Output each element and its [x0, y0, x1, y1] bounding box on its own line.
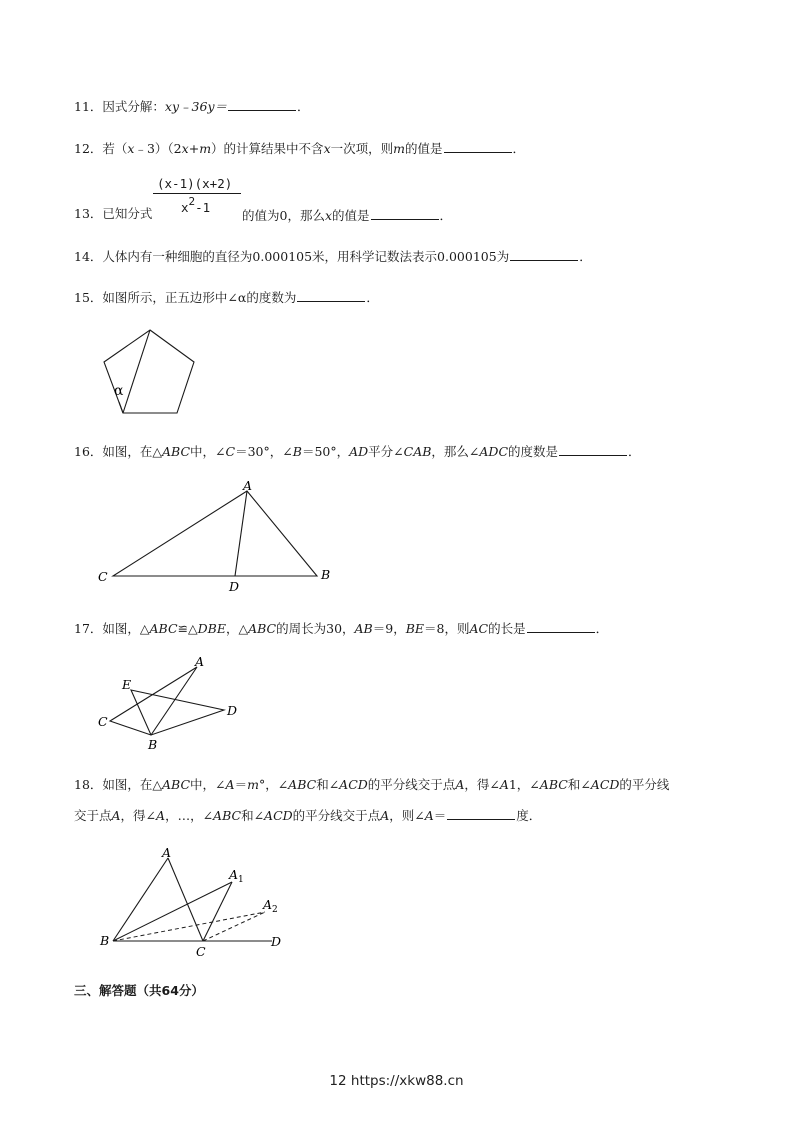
text-segment: ，得∠: [464, 777, 500, 792]
question-text: 如图所示，正五边形中∠α的度数为: [102, 290, 297, 305]
label-a1: A: [229, 867, 239, 882]
label-c: C: [98, 569, 108, 584]
text-segment: 的平分线交于点: [292, 808, 381, 823]
page-footer: 12 https://xkw88.cn: [329, 1073, 464, 1089]
triangle-name: ABC: [248, 621, 277, 636]
angle-name: ABC: [288, 777, 317, 792]
text-segment: 的周长为30，: [276, 621, 355, 636]
question-15: [74, 288, 379, 306]
triangle-abc: [113, 491, 317, 576]
segment-ad: [235, 491, 247, 576]
point-name: B: [292, 444, 302, 459]
label-b: B: [100, 933, 110, 948]
triangle-name: ABC: [162, 777, 191, 792]
den-x: x: [181, 200, 189, 215]
question-number: 11．: [74, 99, 103, 114]
segment-name: BE: [405, 621, 425, 636]
angle-name: CAB: [403, 444, 432, 459]
triangle-name: DBE: [197, 621, 226, 636]
label-alpha: α: [114, 383, 124, 399]
text-segment: °，∠: [258, 777, 289, 792]
text-segment: +: [188, 141, 200, 156]
var-x: x: [323, 141, 331, 156]
label-a2-subscript: 2: [272, 905, 278, 915]
segment-ca2-dashed: [203, 912, 265, 941]
den-rest: -1: [195, 200, 211, 215]
text-segment: ﹣3）（2: [134, 141, 182, 156]
expression: xy﹣36y＝: [164, 99, 228, 114]
var-x: x: [324, 208, 333, 223]
question-14: [74, 247, 592, 265]
question-12: [74, 139, 525, 157]
text-segment: ，那么∠: [431, 444, 480, 459]
text-segment: ，…，∠: [165, 808, 214, 823]
question-text: 因式分解：: [102, 99, 165, 114]
var-m: m: [393, 141, 405, 156]
congruent-triangles-figure: [90, 650, 250, 755]
question-13-continued: [242, 206, 452, 224]
diagonal-line: [119, 402, 123, 413]
question-11: [74, 97, 310, 115]
fraction: [153, 176, 243, 216]
section-heading: 三、解答题（共64分）: [74, 983, 204, 998]
text-segment: ≌△: [177, 621, 198, 636]
answer-blank[interactable]: [228, 97, 296, 111]
text-segment: 中，∠: [190, 777, 226, 792]
question-number: 17．: [74, 621, 103, 636]
period: ．: [297, 99, 310, 114]
angle-name: ADC: [479, 444, 509, 459]
text-segment: ）的计算结果中不含: [211, 141, 324, 156]
question-text: 已知分式: [102, 206, 153, 221]
angle-bisector-figure: [95, 842, 295, 960]
answer-blank[interactable]: [559, 442, 627, 456]
text-segment: 的值为0，那么: [242, 208, 325, 223]
label-a: A: [195, 654, 205, 669]
period: ．: [579, 249, 592, 264]
point-name: A: [424, 808, 434, 823]
text-segment: ，则∠: [389, 808, 425, 823]
label-b: B: [321, 567, 331, 582]
var-m: m: [247, 777, 259, 792]
segment-ba: [113, 858, 168, 941]
segment-name: AB: [354, 621, 373, 636]
angle-name: ABC: [539, 777, 568, 792]
fraction-denominator: [181, 195, 211, 216]
label-a2: A: [263, 897, 273, 912]
text-segment: 一次项，则: [330, 141, 394, 156]
question-number: 13．: [74, 206, 103, 221]
text-segment: ，△: [225, 621, 249, 636]
text-segment: 如图，△: [102, 621, 150, 636]
pentagon: [104, 330, 194, 413]
text-segment: 如图，在△: [102, 444, 163, 459]
question-number: 16．: [74, 444, 103, 459]
segment-ba1: [113, 882, 232, 941]
question-number: 18．: [74, 777, 103, 792]
text-segment: 的长是: [488, 621, 526, 636]
segment-name: AD: [349, 444, 369, 459]
text-segment: ＝30°，∠: [235, 444, 293, 459]
text-segment: 和∠: [241, 808, 265, 823]
segment-ca1: [203, 882, 232, 941]
text-segment: 中，∠: [190, 444, 226, 459]
var-x: x: [181, 141, 189, 156]
text-segment: 交于点: [74, 808, 112, 823]
angle-name: ACD: [590, 777, 620, 792]
text-segment: 和∠: [567, 777, 591, 792]
triangle-adc-figure: [90, 474, 340, 596]
label-a: A: [162, 845, 172, 860]
text-segment: 平分∠: [368, 444, 404, 459]
text-segment: ，得∠: [120, 808, 157, 823]
label-d: D: [229, 579, 240, 594]
text-segment: 的平分线: [619, 777, 670, 792]
question-number: 14．: [74, 249, 103, 264]
text-segment: ＝: [433, 808, 447, 823]
segment-ba2-dashed: [113, 912, 265, 941]
question-16: [74, 442, 641, 460]
label-d: D: [227, 703, 238, 718]
fraction-numerator: (x-1)(x+2): [157, 176, 233, 191]
period: ．: [439, 208, 453, 223]
question-18-line-1: [74, 777, 669, 793]
question-number: 12．: [74, 141, 103, 156]
triangle-name: ABC: [162, 444, 191, 459]
text-segment: 如图，在△: [102, 777, 163, 792]
diagonal-line: [123, 330, 150, 413]
answer-blank[interactable]: [444, 139, 512, 153]
question-text: 人体内有一种细胞的直径为0.000105米，用科学记数法表示0.000105为: [102, 249, 510, 264]
period: ．: [595, 621, 609, 636]
text-segment: 若（: [102, 141, 128, 156]
text-segment: 的平分线交于点: [367, 777, 456, 792]
point-name: A: [225, 777, 235, 792]
label-b: B: [148, 737, 158, 752]
label-c: C: [98, 714, 108, 729]
label-a1-subscript: 1: [238, 875, 244, 885]
fraction-bar: [153, 193, 241, 194]
text-segment: 和∠: [316, 777, 340, 792]
question-number: 15．: [74, 290, 103, 305]
answer-blank[interactable]: [297, 288, 365, 302]
answer-blank[interactable]: [527, 619, 595, 633]
label-c: C: [196, 944, 206, 959]
answer-blank[interactable]: [510, 247, 578, 261]
text-segment: ＝8，则: [424, 621, 470, 636]
point-name: A: [455, 777, 465, 792]
period: ．: [512, 141, 526, 156]
angle-name: ACD: [339, 777, 368, 792]
text-segment: 的值是: [332, 208, 370, 223]
var-m: m: [199, 141, 212, 156]
answer-blank[interactable]: [447, 806, 515, 820]
text-segment: ＝9，: [372, 621, 406, 636]
angle-name: ABC: [213, 808, 242, 823]
point-name: A: [156, 808, 166, 823]
label-e: E: [122, 677, 132, 692]
text-segment: ＝: [234, 777, 248, 792]
question-18-line-2: [74, 806, 541, 824]
text-segment: 的度数是: [508, 444, 559, 459]
point-name: C: [225, 444, 236, 459]
text-segment: 的值是: [405, 141, 443, 156]
label-d: D: [271, 934, 282, 949]
text-segment: ＝50°，: [301, 444, 350, 459]
period: ．: [628, 444, 641, 459]
text-segment: 度．: [516, 808, 542, 823]
label-a: A: [243, 478, 253, 493]
question-17: [74, 619, 608, 637]
text-segment: 1，∠: [508, 777, 540, 792]
point-name: A: [499, 777, 509, 792]
point-name: A: [111, 808, 121, 823]
question-13: [74, 206, 152, 222]
answer-blank[interactable]: [371, 206, 439, 220]
period: ．: [366, 290, 379, 305]
den-exponent: 2: [188, 195, 196, 208]
var-x: x: [127, 141, 135, 156]
pentagon-figure: [95, 322, 205, 422]
segment-name: AC: [469, 621, 489, 636]
angle-name: ACD: [264, 808, 293, 823]
triangle-name: ABC: [149, 621, 178, 636]
point-name: A: [380, 808, 390, 823]
